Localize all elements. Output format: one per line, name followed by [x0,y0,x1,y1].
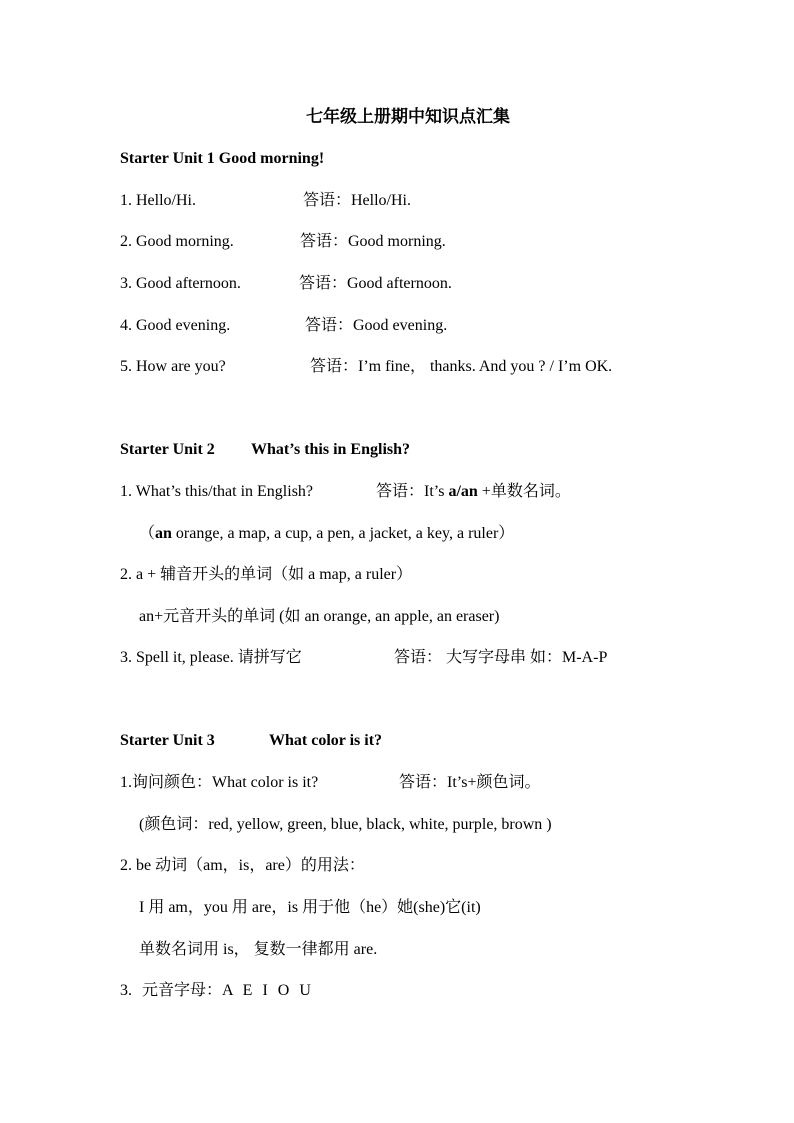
unit2-heading-unit: Starter Unit 2 [120,441,215,458]
unit2-item-3-answer: 答语： 大写字母串 如：M-A-P [394,649,608,666]
unit1-item-5-question: 5. How are you? [120,358,226,375]
unit1-item-4 [120,316,448,336]
unit1-item-1-answer: 答语：Hello/Hi. [303,192,411,209]
unit2-item-1-answer-prefix: 答语：It’s [376,483,449,500]
unit2-item-1-answer [376,482,571,502]
unit1-item-2 [120,232,446,252]
unit2-item-3 [120,648,608,668]
unit3-item-1-answer: 答语：It’s+颜色词。 [399,774,541,791]
unit2-heading [120,440,411,460]
unit2-item-1-question: 1. What’s this/that in English? [120,483,314,500]
page-title: 七年级上册期中知识点汇集 [306,107,510,126]
unit1-item-4-question: 4. Good evening. [120,317,231,334]
unit1-item-1-question: 1. Hello/Hi. [120,192,196,209]
unit1-item-4-answer: 答语：Good evening. [305,317,448,334]
unit3-item-1 [120,773,541,793]
unit3-item-1-question: 1.询问颜色：What color is it? [120,774,319,791]
unit2-examples-open: （ [139,525,156,542]
unit3-heading-unit: Starter Unit 3 [120,732,215,749]
unit2-item-3-question: 3. Spell it, please. 请拼写它 [120,649,302,666]
unit2-item-1-answer-suffix: +单数名词。 [477,483,571,500]
unit2-examples-article: an [155,525,172,542]
unit3-item-2-line-3: 单数名词用 is， 复数一律都用 are. [139,941,378,958]
unit2-item-2-line-1: 2. a + 辅音开头的单词（如 a map, a ruler） [120,566,413,583]
unit1-item-3-question: 3. Good afternoon. [120,275,241,292]
unit1-item-3 [120,274,452,294]
unit2-examples-list: orange, a map, a cup, a pen, a jacket, a key, a ruler） [171,525,515,542]
unit2-item-2-line-2: an+元音开头的单词 (如 an orange, an apple, an eraser) [139,608,500,625]
unit3-item-2-line-1: 2. be 动词（am，is，are）的用法： [120,857,365,874]
unit1-item-5-answer: 答语：I’m fine， thanks. And you ? / I’m OK. [310,358,613,375]
unit3-item-3: 3. 元音字母：A E I O U [120,982,311,999]
unit3-heading-title: What color is it? [269,732,383,749]
unit1-item-5 [120,357,613,377]
unit3-heading [120,731,383,751]
unit2-item-1 [120,482,571,502]
unit2-item-1-answer-article: a/an [448,483,478,500]
unit1-item-2-answer: 答语：Good morning. [300,233,446,250]
unit3-item-1-colors: (颜色词：red, yellow, green, blue, black, white, purple, brown ) [139,816,552,833]
unit3-item-2-line-2: I 用 am，you 用 are，is 用于他（he）她(she)它(it) [139,899,481,916]
unit2-heading-title: What’s this in English? [251,441,411,458]
unit1-item-3-answer: 答语：Good afternoon. [299,275,452,292]
unit2-item-1-examples [139,524,514,544]
unit1-item-1 [120,191,411,211]
unit1-heading: Starter Unit 1 Good morning! [120,150,325,167]
unit1-item-2-question: 2. Good morning. [120,233,234,250]
